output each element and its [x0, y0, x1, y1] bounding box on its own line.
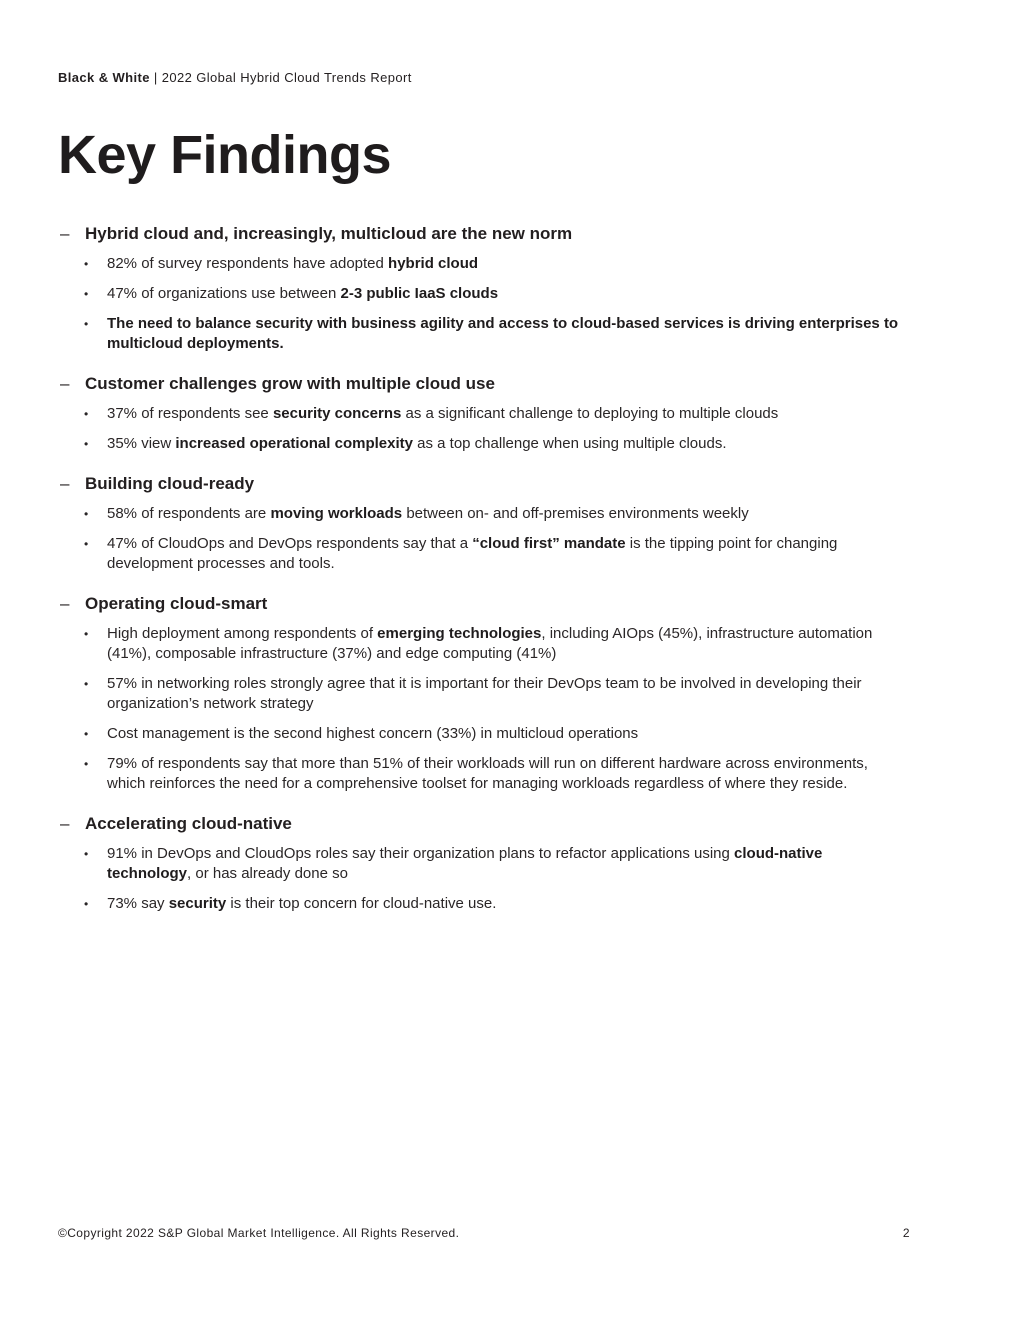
body-text: is the tipping point for changing development processes and tools. — [107, 535, 838, 572]
report-title: 2022 Global Hybrid Cloud Trends Report — [161, 70, 412, 85]
body-text: as a significant challenge to deploying to multiple clouds — [401, 405, 779, 422]
section-heading-text: Operating cloud-smart — [85, 594, 268, 613]
brand-name: Black & White — [58, 70, 150, 85]
bullet-icon: • — [84, 627, 89, 641]
list-item — [83, 314, 903, 354]
emphasis-text: increased operational complexity — [175, 435, 413, 452]
finding-section — [58, 814, 903, 914]
emphasis-text: 2-3 public IaaS clouds — [340, 285, 499, 302]
list-item — [83, 894, 903, 914]
section-heading — [58, 374, 903, 394]
bullet-text — [107, 844, 903, 884]
page-footer — [58, 1226, 910, 1240]
dash-marker: – — [60, 594, 70, 613]
bullet-icon: • — [84, 437, 89, 451]
body-text: , including AIOps (45%), infrastructure automation (41%), composable infrastructure (37%) and edge computing (41%) — [107, 625, 873, 662]
bullet-icon: • — [84, 507, 89, 521]
bullet-text — [107, 284, 903, 304]
finding-section — [58, 224, 903, 354]
section-heading — [58, 224, 903, 244]
list-item — [83, 624, 903, 664]
emphasis-text: cloud-native technology — [107, 845, 823, 882]
bullet-icon: • — [84, 847, 89, 861]
dash-marker: – — [60, 474, 70, 493]
bullet-text — [107, 724, 903, 744]
list-item — [83, 674, 903, 714]
section-heading — [58, 814, 903, 834]
list-item — [83, 434, 903, 454]
page-title: Key Findings — [58, 125, 392, 185]
body-text: 79% of respondents say that more than 51% of their workloads will run on different hardware across environments, which reinforces the need for a comprehensive toolset for managing workloads regardless of where they reside. — [107, 755, 868, 792]
body-text: as a top challenge when using multiple clouds. — [412, 435, 727, 452]
emphasis-text: security concerns — [272, 405, 402, 422]
emphasis-text: hybrid cloud — [388, 255, 479, 272]
emphasis-text: moving workloads — [270, 505, 403, 522]
bullet-text — [107, 434, 903, 454]
page-number: 2 — [902, 1226, 910, 1240]
body-text: between on- and off-premises environments weekly — [402, 505, 749, 522]
list-item — [83, 404, 903, 424]
bullet-list — [58, 844, 903, 914]
list-item — [83, 254, 903, 274]
bullet-list — [58, 254, 903, 354]
bullet-text — [107, 534, 903, 574]
emphasis-text: “cloud first” mandate — [472, 535, 626, 552]
bullet-text — [107, 894, 903, 914]
key-findings-list — [58, 224, 903, 934]
body-text: High deployment among respondents of — [107, 625, 378, 642]
bullet-icon: • — [84, 287, 89, 301]
bullet-text — [107, 624, 903, 664]
list-item — [83, 284, 903, 304]
dash-marker: – — [60, 374, 70, 393]
body-text: 37% of respondents see — [107, 405, 273, 422]
body-text: 47% of organizations use between — [107, 285, 341, 302]
list-item — [83, 754, 903, 794]
body-text: 91% in DevOps and CloudOps roles say their organization plans to refactor applications using — [107, 845, 735, 862]
list-item — [83, 724, 903, 744]
body-text: 47% of CloudOps and DevOps respondents say that a — [107, 535, 473, 552]
dash-marker: – — [60, 224, 70, 243]
bullet-list — [58, 404, 903, 454]
bullet-text — [107, 314, 903, 354]
section-heading-text: Building cloud-ready — [85, 474, 255, 493]
bullet-icon: • — [84, 407, 89, 421]
emphasis-text: security — [168, 895, 227, 912]
bullet-text — [107, 754, 903, 794]
body-text: 58% of respondents are — [107, 505, 271, 522]
body-text: 57% in networking roles strongly agree that it is important for their DevOps team to be involved in developing their organization’s network strategy — [107, 675, 862, 712]
bullet-text — [107, 254, 903, 274]
body-text: 35% view — [107, 435, 176, 452]
section-heading-text: Customer challenges grow with multiple cloud use — [85, 374, 495, 393]
section-heading-text: Accelerating cloud-native — [85, 814, 292, 833]
bullet-text — [107, 674, 903, 714]
bullet-icon: • — [84, 727, 89, 741]
finding-section — [58, 594, 903, 794]
list-item — [83, 534, 903, 574]
body-text: 73% say — [107, 895, 169, 912]
header-separator: | — [149, 70, 162, 85]
bullet-icon: • — [84, 317, 89, 331]
bullet-icon: • — [84, 257, 89, 271]
bullet-text — [107, 404, 903, 424]
list-item — [83, 504, 903, 524]
copyright-text: ©Copyright 2022 S&P Global Market Intelligence. All Rights Reserved. — [58, 1226, 460, 1240]
report-header — [58, 70, 412, 85]
body-text: , or has already done so — [187, 865, 348, 882]
dash-marker: – — [60, 814, 70, 833]
bullet-list — [58, 504, 903, 574]
section-heading-text: Hybrid cloud and, increasingly, multicloud are the new norm — [85, 224, 573, 243]
bullet-icon: • — [84, 537, 89, 551]
body-text: 82% of survey respondents have adopted — [107, 255, 389, 272]
bullet-icon: • — [84, 897, 89, 911]
bullet-list — [58, 624, 903, 794]
section-heading — [58, 594, 903, 614]
section-heading — [58, 474, 903, 494]
finding-section — [58, 374, 903, 454]
bullet-icon: • — [84, 677, 89, 691]
bullet-icon: • — [84, 757, 89, 771]
list-item — [83, 844, 903, 884]
bullet-text — [107, 504, 903, 524]
finding-section — [58, 474, 903, 574]
emphasis-text: The need to balance security with business agility and access to cloud-based services is driving enterprises to multicloud deployments. — [107, 315, 899, 352]
emphasis-text: emerging technologies — [377, 625, 542, 642]
body-text: Cost management is the second highest concern (33%) in multicloud operations — [107, 725, 639, 742]
body-text: is their top concern for cloud-native use. — [226, 895, 497, 912]
